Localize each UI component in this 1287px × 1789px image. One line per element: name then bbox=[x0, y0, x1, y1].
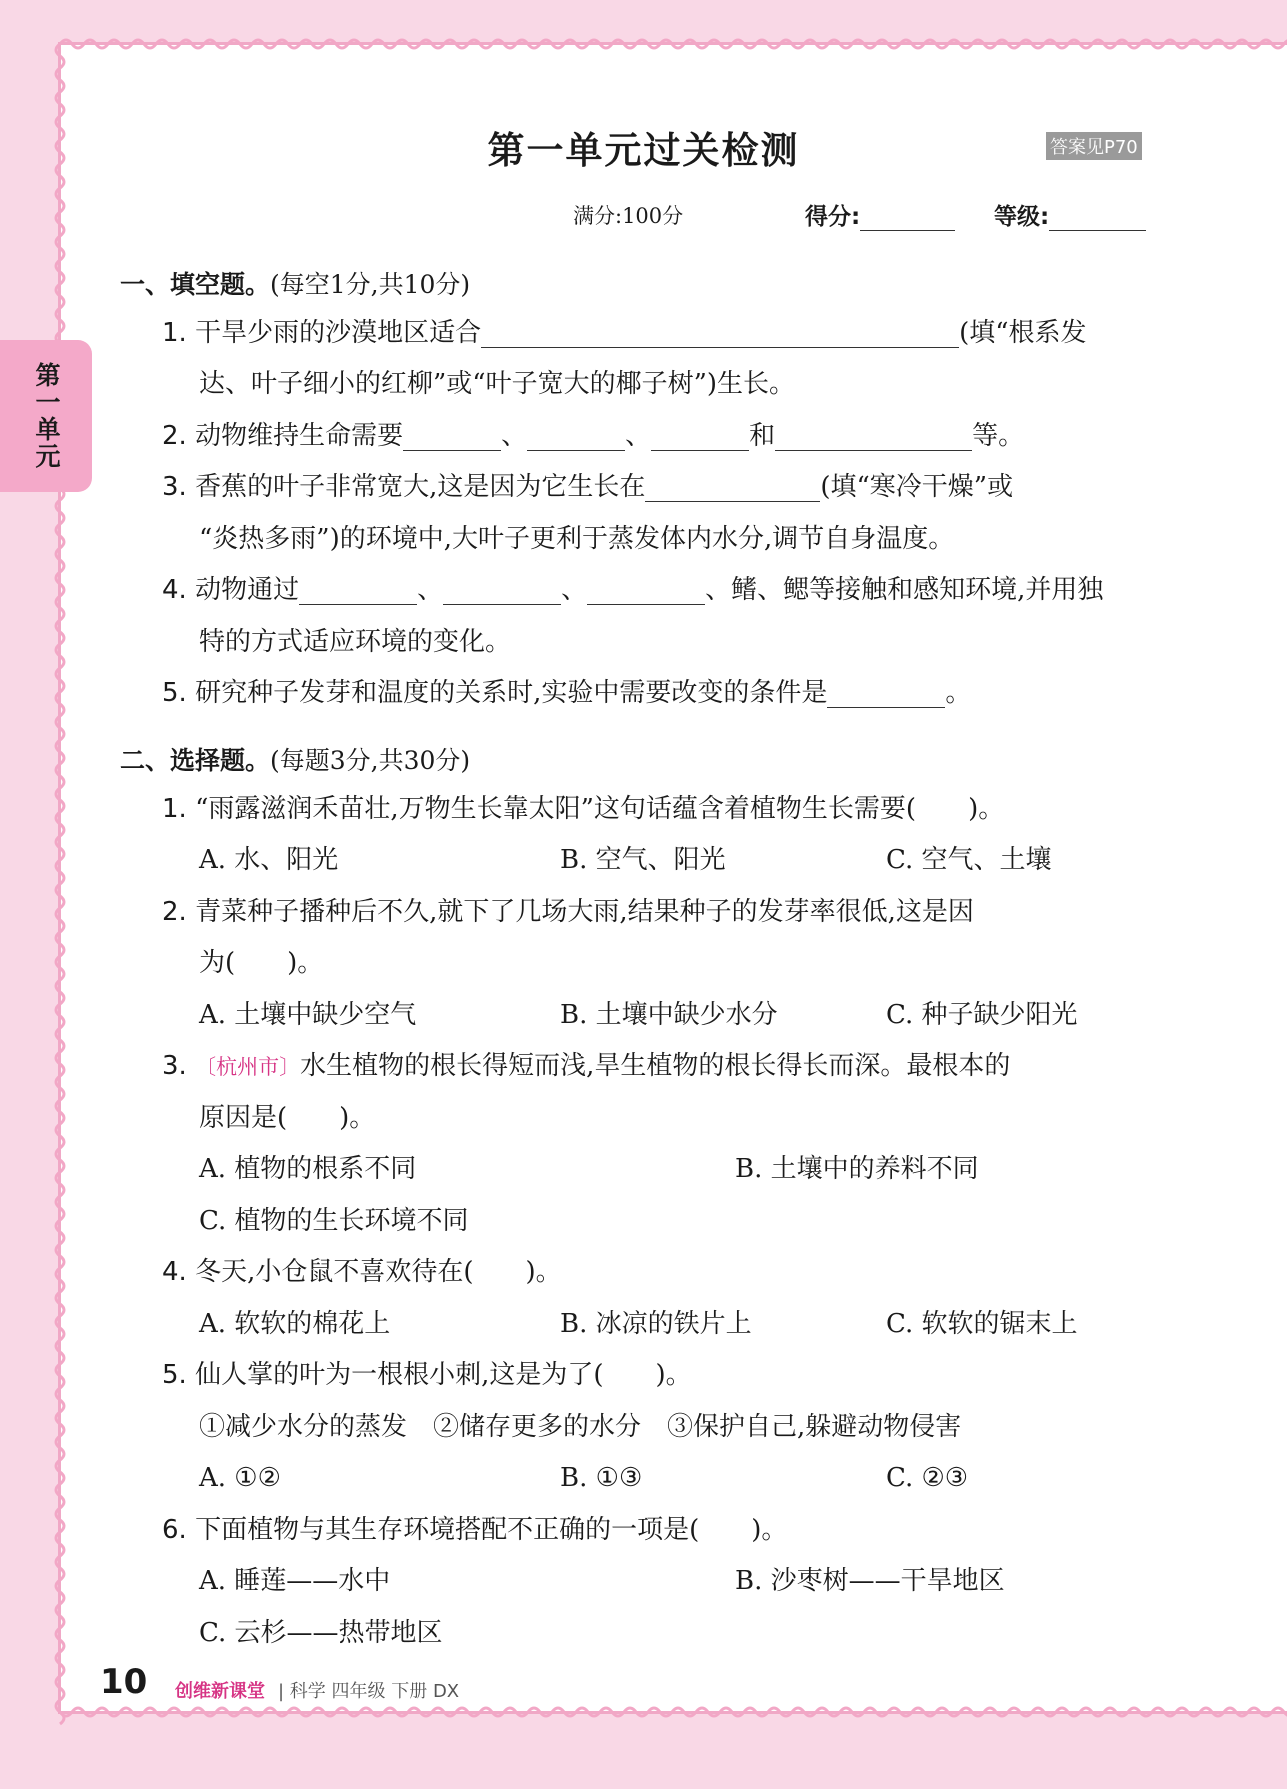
page-title: 第一单元过关检测 bbox=[487, 129, 800, 172]
fill-question-1-cont: 达、叶子细小的红柳”或“叶子宽大的椰子树”)生长。 bbox=[199, 369, 796, 399]
fill-question-2 bbox=[162, 421, 1024, 451]
question-text: 仙人掌的叶为一根根小刺,这是为了( )。 bbox=[195, 1360, 692, 1390]
fill-question-3-cont: “炎热多雨”)的环境中,大叶子更利于蒸发体内水分,调节自身温度。 bbox=[199, 524, 955, 554]
score-blank[interactable] bbox=[860, 206, 955, 231]
grade-blank[interactable] bbox=[1049, 206, 1146, 231]
page-number: 10 bbox=[100, 1662, 148, 1702]
question-text: 青菜种子播种后不久,就下了几场大雨,结果种子的发芽率很低,这是因 bbox=[195, 897, 974, 927]
question-text: 冬天,小仓鼠不喜欢待在( )。 bbox=[195, 1257, 562, 1287]
unit-side-tab bbox=[0, 340, 92, 492]
question-number: 4. bbox=[162, 1257, 187, 1287]
choice-question-6 bbox=[162, 1515, 787, 1545]
option-b[interactable]: B. ①③ bbox=[560, 1463, 643, 1493]
question-text: 干旱少雨的沙漠地区适合 bbox=[195, 318, 482, 348]
answer-blank[interactable] bbox=[299, 578, 417, 605]
choice-question-3-cont: 原因是( )。 bbox=[199, 1103, 376, 1133]
question-text: 动物通过 bbox=[195, 575, 300, 605]
option-c[interactable]: C. ②③ bbox=[886, 1463, 969, 1493]
answer-blank[interactable] bbox=[651, 424, 749, 451]
answer-blank[interactable] bbox=[481, 321, 959, 348]
option-b[interactable]: B. 空气、阳光 bbox=[560, 845, 726, 875]
question-number: 5. bbox=[162, 1360, 187, 1390]
answer-blank[interactable] bbox=[827, 681, 945, 708]
option-b[interactable]: B. 沙枣树——干旱地区 bbox=[735, 1566, 1005, 1596]
choice-question-5-statements: ①减少水分的蒸发 ②储存更多的水分 ③保护自己,躲避动物侵害 bbox=[199, 1412, 962, 1442]
choice-question-3 bbox=[162, 1051, 1010, 1082]
answer-blank[interactable] bbox=[527, 424, 625, 451]
option-c[interactable]: C. 空气、土壤 bbox=[886, 845, 1052, 875]
question-text: (填“根系发 bbox=[959, 318, 1087, 348]
answer-reference-badge: 答案见P70 bbox=[1046, 132, 1142, 160]
choice-question-4 bbox=[162, 1257, 562, 1287]
fill-question-1 bbox=[162, 318, 1087, 348]
question-number: 5. bbox=[162, 678, 187, 708]
option-a[interactable]: A. 睡莲——水中 bbox=[199, 1566, 391, 1596]
grade-label: 等级: bbox=[994, 204, 1050, 230]
choice-question-2 bbox=[162, 897, 974, 927]
answer-blank[interactable] bbox=[403, 424, 501, 451]
section1-title: 一、填空题。 bbox=[120, 270, 271, 299]
answer-blank[interactable] bbox=[587, 578, 705, 605]
section2-title: 二、选择题。 bbox=[120, 746, 271, 775]
full-score: 满分:100分 bbox=[573, 204, 684, 228]
option-c[interactable]: C. 种子缺少阳光 bbox=[886, 1000, 1078, 1030]
section1-heading bbox=[120, 265, 470, 301]
fill-question-4-cont: 特的方式适应环境的变化。 bbox=[199, 627, 512, 657]
choice-question-5 bbox=[162, 1360, 692, 1390]
section1-note: (每空1分,共10分) bbox=[270, 270, 471, 299]
question-text: 香蕉的叶子非常宽大,这是因为它生长在 bbox=[195, 472, 646, 502]
option-c[interactable]: C. 云杉——热带地区 bbox=[199, 1618, 443, 1648]
question-text: 。 bbox=[945, 678, 972, 708]
choice-question-2-cont: 为( )。 bbox=[199, 948, 324, 978]
option-a[interactable]: A. ①② bbox=[199, 1463, 281, 1493]
question-number: 3. bbox=[162, 1051, 187, 1081]
answer-blank[interactable] bbox=[443, 578, 561, 605]
choice-question-1 bbox=[162, 794, 1004, 824]
question-text: 水生植物的根长得短而浅,旱生植物的根长得长而深。最根本的 bbox=[300, 1051, 1011, 1081]
separator: 、 bbox=[417, 575, 444, 605]
question-text: 、鳍、鳃等接触和感知环境,并用独 bbox=[705, 575, 1104, 605]
option-c[interactable]: C. 植物的生长环境不同 bbox=[199, 1206, 469, 1236]
unit-side-tab-label: 第一单元 bbox=[32, 362, 61, 470]
option-a[interactable]: A. 水、阳光 bbox=[199, 845, 339, 875]
footer-brand: 创维新课堂 bbox=[175, 1681, 265, 1702]
question-text: 和 bbox=[749, 421, 776, 451]
section2-heading bbox=[120, 741, 470, 777]
option-b[interactable]: B. 土壤中的养料不同 bbox=[735, 1154, 979, 1184]
question-number: 3. bbox=[162, 472, 187, 502]
grade-field bbox=[994, 198, 1146, 231]
option-a[interactable]: A. 土壤中缺少空气 bbox=[199, 1000, 417, 1030]
question-text: (填“寒冷干燥”或 bbox=[820, 472, 1014, 502]
question-text: 动物维持生命需要 bbox=[195, 421, 404, 451]
question-number: 6. bbox=[162, 1515, 187, 1545]
fill-question-3 bbox=[162, 472, 1013, 502]
question-text: 研究种子发芽和温度的关系时,实验中需要改变的条件是 bbox=[195, 678, 828, 708]
separator: 、 bbox=[501, 421, 528, 451]
region-tag: 〔杭州市〕 bbox=[195, 1055, 301, 1079]
separator: 、 bbox=[561, 575, 588, 605]
option-c[interactable]: C. 软软的锯末上 bbox=[886, 1309, 1078, 1339]
question-text: “雨露滋润禾苗壮,万物生长靠太阳”这句话蕴含着植物生长需要( )。 bbox=[195, 794, 1005, 824]
question-text: 下面植物与其生存环境搭配不正确的一项是( )。 bbox=[195, 1515, 788, 1545]
option-a[interactable]: A. 软软的棉花上 bbox=[199, 1309, 391, 1339]
section2-note: (每题3分,共30分) bbox=[270, 746, 471, 775]
option-a[interactable]: A. 植物的根系不同 bbox=[199, 1154, 417, 1184]
fill-question-4 bbox=[162, 575, 1103, 605]
question-number: 4. bbox=[162, 575, 187, 605]
option-b[interactable]: B. 冰凉的铁片上 bbox=[560, 1309, 752, 1339]
question-number: 1. bbox=[162, 794, 187, 824]
option-b[interactable]: B. 土壤中缺少水分 bbox=[560, 1000, 778, 1030]
separator: 、 bbox=[625, 421, 652, 451]
question-number: 2. bbox=[162, 897, 187, 927]
question-number: 2. bbox=[162, 421, 187, 451]
question-text: 等。 bbox=[972, 421, 1025, 451]
question-number: 1. bbox=[162, 318, 187, 348]
score-label: 得分: bbox=[805, 204, 861, 230]
footer-book-info: | 科学 四年级 下册 DX bbox=[278, 1681, 460, 1702]
answer-blank[interactable] bbox=[645, 475, 820, 502]
score-field bbox=[805, 198, 955, 231]
fill-question-5 bbox=[162, 678, 971, 708]
answer-blank[interactable] bbox=[775, 424, 972, 451]
